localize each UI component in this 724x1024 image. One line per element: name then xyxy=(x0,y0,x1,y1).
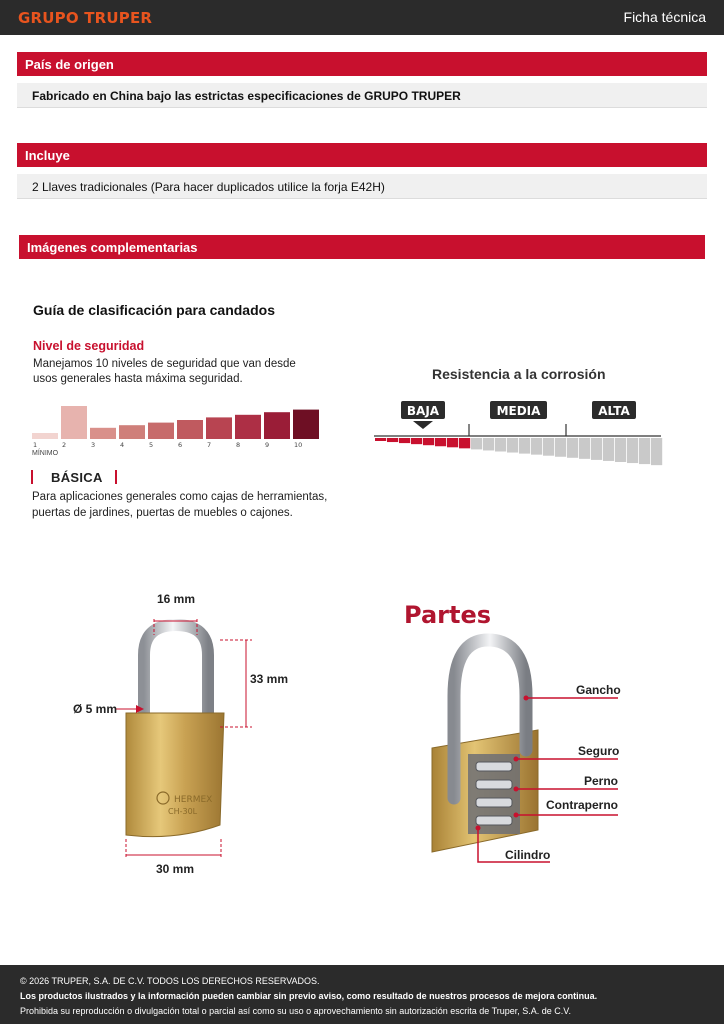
class-label-left-bar xyxy=(31,470,33,484)
corrosion-segment xyxy=(423,438,434,445)
document-type: Ficha técnica xyxy=(623,9,706,25)
corrosion-segment xyxy=(567,438,578,458)
corrosion-segment xyxy=(651,438,662,465)
security-level-tick-9: 9 xyxy=(265,441,270,449)
security-level-bar-2 xyxy=(61,406,87,439)
corrosion-segment xyxy=(387,438,398,442)
security-level-heading: Nivel de seguridad xyxy=(33,339,145,353)
part-label-gancho: Gancho xyxy=(576,683,621,697)
body-width-label: 30 mm xyxy=(156,862,195,876)
class-description: Para aplicaciones generales como cajas de herramientas, puertas de jardines, puertas de muebles o cajones. xyxy=(32,491,328,519)
corrosion-segment xyxy=(507,438,518,453)
corrosion-segment xyxy=(411,438,422,444)
shackle-diameter-label: Ø 5 mm xyxy=(73,702,118,716)
footer-copyright: © 2026 TRUPER, S.A. DE C.V. TODOS LOS DERECHOS RESERVADOS. xyxy=(20,976,320,986)
corrosion-segment xyxy=(471,438,482,449)
corrosion-segment xyxy=(603,438,614,461)
brand-logo: GRUPO TRUPER xyxy=(18,9,153,27)
shackle-width-label: 16 mm xyxy=(157,592,196,606)
security-level-bar-5 xyxy=(148,423,174,439)
security-level-tick-1: 1 xyxy=(33,441,38,449)
corrosion-segment xyxy=(591,438,602,460)
corrosion-segment xyxy=(615,438,626,462)
corrosion-segment xyxy=(579,438,590,459)
corrosion-segment xyxy=(543,438,554,456)
lock-engraving-brand: HERMEX xyxy=(174,795,213,805)
part-label-seguro: Seguro xyxy=(578,744,620,758)
corrosion-segment xyxy=(639,438,650,464)
corrosion-selected-pointer xyxy=(413,421,433,429)
footer-notice: Los productos ilustrados y la información pueden cambiar sin previo aviso, como resultado de nuestros procesos de mejora continua. xyxy=(20,991,598,1001)
origin-text: Fabricado en China bajo las estrictas especificaciones de GRUPO TRUPER xyxy=(17,83,707,108)
minimum-label: MÍNIMO xyxy=(32,450,59,457)
security-level-tick-10: 10 xyxy=(294,441,303,449)
corrosion-segment xyxy=(375,438,386,441)
corrosion-segment xyxy=(531,438,542,455)
corrosion-segment xyxy=(459,438,470,448)
corrosion-label-media: MEDIA xyxy=(496,404,541,418)
corrosion-segment xyxy=(399,438,410,443)
guide-title: Guía de clasificación para candados xyxy=(33,302,275,318)
footer-legal: Prohibida su reproducción o divulgación total o parcial así como su uso o aprovechamiento sin autorización escrita de Truper, S.A. de C.V. xyxy=(20,1006,571,1016)
images-section-header: Imágenes complementarias xyxy=(19,235,705,259)
shackle-shape xyxy=(144,625,208,725)
class-label-right-bar xyxy=(115,470,117,484)
security-level-tick-2: 2 xyxy=(62,441,67,449)
security-level-bar-9 xyxy=(264,412,290,439)
footer xyxy=(0,965,724,1024)
includes-text: 2 Llaves tradicionales (Para hacer duplicados utilice la forja E42H) xyxy=(17,174,707,199)
security-level-bar-7 xyxy=(206,417,232,439)
top-bar xyxy=(0,0,724,35)
includes-section-header: Incluye xyxy=(17,143,707,167)
corrosion-segment xyxy=(435,438,446,446)
security-level-chart xyxy=(32,402,322,458)
security-level-bar-8 xyxy=(235,415,261,439)
corrosion-label-alta: ALTA xyxy=(598,404,630,418)
corrosion-segment xyxy=(519,438,530,454)
security-level-bar-3 xyxy=(90,428,116,439)
parts-title: Partes xyxy=(404,601,492,629)
corrosion-segment xyxy=(483,438,494,450)
security-level-bar-6 xyxy=(177,420,203,439)
corrosion-segment xyxy=(627,438,638,463)
corrosion-segment xyxy=(495,438,506,452)
shackle-height-label: 33 mm xyxy=(250,672,289,686)
security-level-bar-4 xyxy=(119,425,145,439)
corrosion-segment xyxy=(555,438,566,457)
security-level-tick-3: 3 xyxy=(91,441,96,449)
part-label-contraperno: Contraperno xyxy=(546,798,618,812)
security-level-tick-7: 7 xyxy=(207,441,212,449)
lock-body-shape xyxy=(126,713,224,837)
corrosion-segment xyxy=(447,438,458,447)
security-level-bar-10 xyxy=(293,410,319,439)
corrosion-chart xyxy=(374,398,664,468)
part-label-cilindro: Cilindro xyxy=(505,848,551,862)
security-level-description: Manejamos 10 niveles de seguridad que van desde usos generales hasta máxima seguridad. xyxy=(33,358,296,385)
padlock-dimensions-image xyxy=(60,585,320,885)
class-label: BÁSICA xyxy=(51,470,103,485)
part-label-perno: Perno xyxy=(584,774,619,788)
security-level-tick-4: 4 xyxy=(120,441,125,449)
corrosion-label-baja: BAJA xyxy=(406,404,440,418)
security-level-bar-1 xyxy=(32,433,58,439)
security-level-tick-5: 5 xyxy=(149,441,154,449)
lock-engraving-model: CH-30L xyxy=(168,807,198,816)
security-level-tick-6: 6 xyxy=(178,441,183,449)
origin-section-header: País de origen xyxy=(17,52,707,76)
corrosion-title: Resistencia a la corrosión xyxy=(432,366,606,382)
security-level-tick-8: 8 xyxy=(236,441,241,449)
